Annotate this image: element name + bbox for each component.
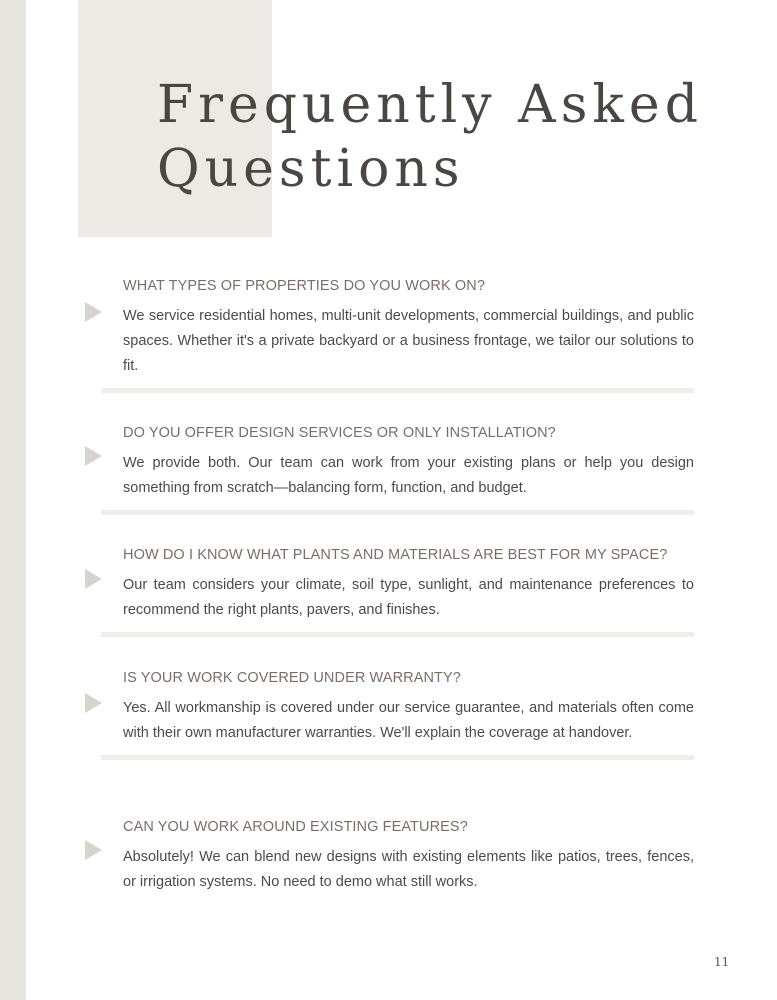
page-title-line-2: Questions — [157, 139, 465, 199]
faq-divider — [101, 632, 694, 637]
faq-divider — [101, 510, 694, 515]
page-title — [157, 73, 703, 201]
faq-answer: Our team considers your climate, soil type, sunlight, and maintenance preferences to recommend the right plants, pavers, and finishes. — [123, 577, 694, 618]
faq-divider — [101, 755, 694, 760]
faq-question: IS YOUR WORK COVERED UNDER WARRANTY? — [123, 670, 461, 686]
faq-answer: Absolutely! We can blend new designs with existing elements like patios, trees, fences, or irrigation systems. No need to demo what still works. — [123, 849, 694, 890]
faq-question: HOW DO I KNOW WHAT PLANTS AND MATERIALS ARE BEST FOR MY SPACE? — [123, 547, 668, 563]
faq-divider — [101, 388, 694, 393]
faq-item — [101, 545, 694, 637]
play-arrow-icon — [85, 302, 102, 322]
faq-question: CAN YOU WORK AROUND EXISTING FEATURES? — [123, 819, 468, 835]
faq-item — [101, 668, 694, 760]
faq-answer: We provide both. Our team can work from your existing plans or help you design something from scratch—balancing form, function, and budget. — [123, 455, 694, 496]
page-number: 11 — [714, 955, 730, 969]
faq-question: WHAT TYPES OF PROPERTIES DO YOU WORK ON? — [123, 278, 485, 294]
play-arrow-icon — [85, 693, 102, 713]
left-border-strip — [0, 0, 26, 1000]
play-arrow-icon — [85, 569, 102, 589]
play-arrow-icon — [85, 840, 102, 860]
faq-answer: We service residential homes, multi-unit developments, commercial buildings, and public spaces. Whether it's a private backyard or a business frontage, we tailor our solutions to fit. — [123, 308, 694, 374]
play-arrow-icon — [85, 446, 102, 466]
faq-item — [101, 276, 694, 393]
page-title-line-1: Frequently Asked — [157, 75, 703, 135]
faq-item — [101, 817, 694, 895]
faq-answer: Yes. All workmanship is covered under our service guarantee, and materials often come with their own manufacturer warranties. We'll explain the coverage at handover. — [123, 700, 694, 741]
faq-question: DO YOU OFFER DESIGN SERVICES OR ONLY INSTALLATION? — [123, 425, 556, 441]
faq-item — [101, 423, 694, 515]
